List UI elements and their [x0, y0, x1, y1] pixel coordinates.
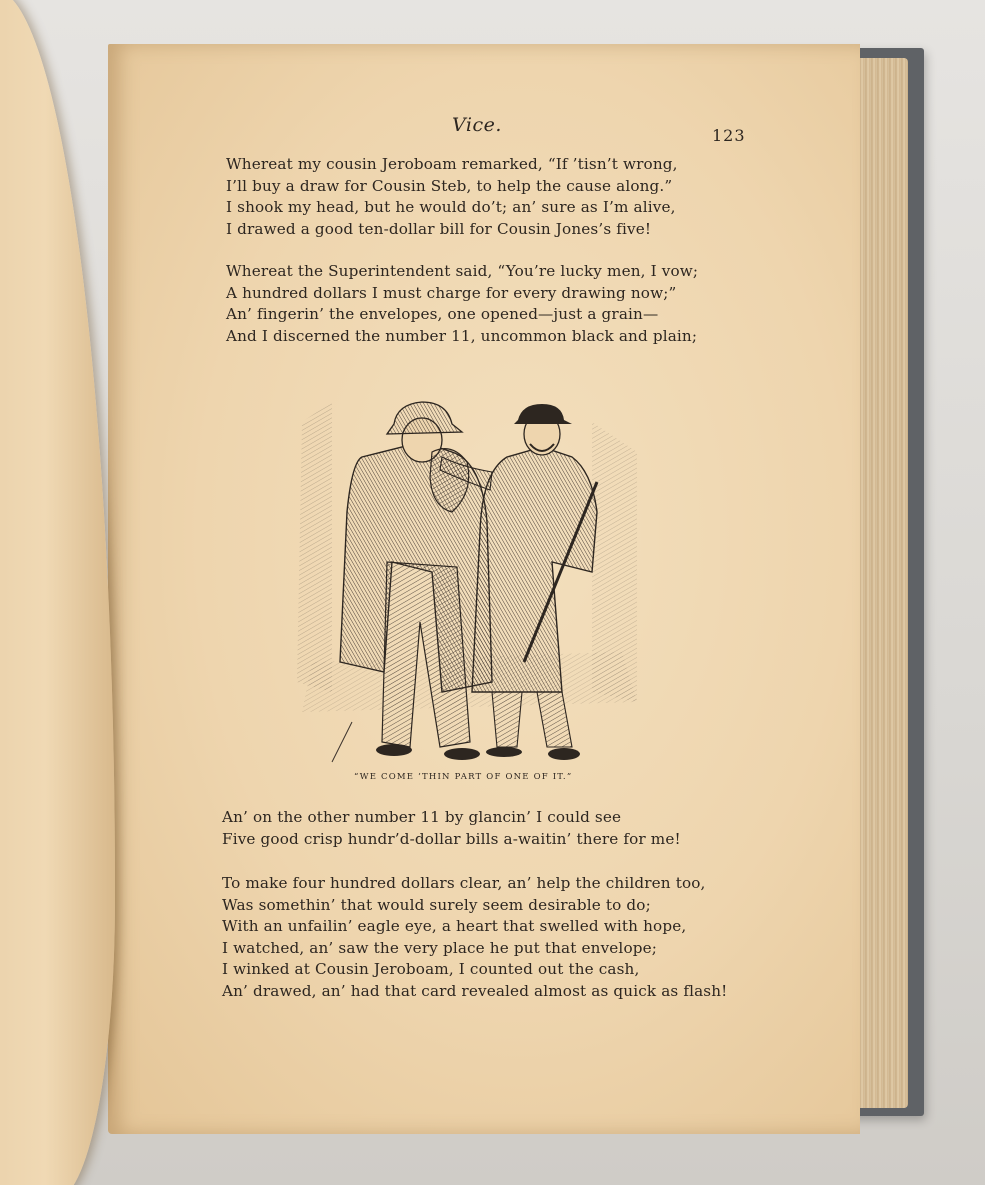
running-head: Vice. [452, 114, 502, 136]
verse-line: An’ on the other number 11 by glancin’ I could see [222, 808, 622, 826]
stanza-3 [222, 807, 681, 850]
page-number: 123 [712, 126, 746, 145]
verse-line: To make four hundred dollars clear, an’ help the children too, [222, 874, 706, 892]
stanza-1 [226, 154, 678, 240]
verse-line: I shook my head, but he would do’t; an’ sure as I’m alive, [226, 198, 676, 216]
verse-line: I watched, an’ saw the very place he put that envelope; [222, 938, 658, 957]
illustration-caption: “WE COME ’THIN PART OF ONE OF IT.” [354, 772, 573, 782]
verse-line: Was somethin’ that would surely seem desirable to do; [222, 895, 651, 914]
stanza-2 [226, 261, 698, 347]
verse-line: Whereat my cousin Jeroboam remarked, “If ’tisn’t wrong, [226, 155, 678, 173]
verse-line: A hundred dollars I must charge for every drawing now;” [226, 283, 677, 302]
book-page [108, 44, 860, 1134]
verse-line: I’ll buy a draw for Cousin Steb, to help the cause along.” [226, 176, 673, 195]
verse-line: Five good crisp hundr’d-dollar bills a-waitin’ there for me! [222, 829, 681, 848]
verse-line: An’ drawed, an’ had that card revealed almost as quick as flash! [222, 981, 728, 1000]
verse-line: And I discerned the number 11, uncommon black and plain; [226, 326, 698, 345]
verse-line: I drawed a good ten-dollar bill for Cousin Jones’s five! [226, 219, 652, 238]
engraving-two-men [292, 362, 642, 772]
verse-line: An’ fingerin’ the envelopes, one opened—just a grain— [226, 305, 659, 323]
verse-line: Whereat the Superintendent said, “You’re lucky men, I vow; [226, 262, 699, 280]
verse-line: I winked at Cousin Jeroboam, I counted out the cash, [222, 960, 640, 978]
verse-line: With an unfailin’ eagle eye, a heart that swelled with hope, [222, 917, 687, 935]
stanza-4 [222, 873, 727, 1002]
